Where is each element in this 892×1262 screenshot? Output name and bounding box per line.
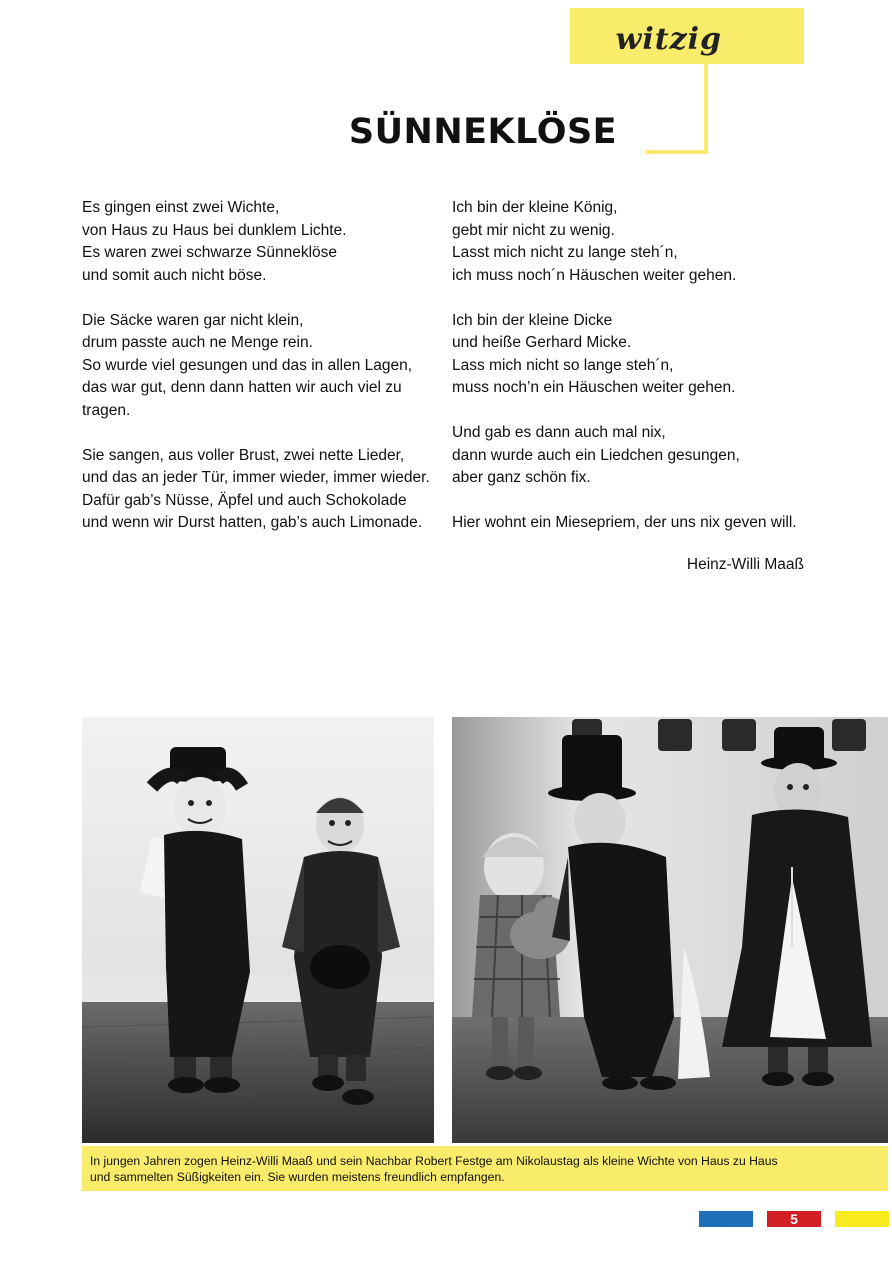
poem-line: Ich bin der kleine König, (452, 199, 618, 216)
section-tag: witzig (615, 22, 722, 57)
poem-line: Ich bin der kleine Dicke (452, 311, 613, 329)
poem-line: muss noch’n ein Häuschen weiter gehen. (452, 379, 736, 396)
photo-two-children (82, 717, 434, 1143)
poem-line: So wurde viel gesungen und das in allen Lagen, (82, 356, 413, 374)
page-number: 5 (767, 1211, 821, 1227)
footer-bar-yellow (835, 1211, 889, 1227)
poem-line: das war gut, denn dann hatten wir auch viel zu (82, 379, 402, 396)
footer-bar-blue (699, 1211, 753, 1227)
stanza (452, 197, 812, 287)
stanza (452, 422, 812, 490)
poem-line: ich muss noch´n Häuschen weiter gehen. (452, 266, 737, 284)
poem-column-left (82, 197, 442, 557)
section-tag-box (570, 8, 804, 64)
stanza (452, 512, 812, 535)
stanza (82, 445, 442, 535)
stanza (452, 310, 812, 400)
poem-line: aber ganz schön fix. (452, 469, 591, 486)
poem-line: Und gab es dann auch mal nix, (452, 424, 666, 441)
poem-line: und somit auch nicht böse. (82, 266, 267, 284)
decorative-line-vertical (704, 64, 708, 154)
poem-line: Hier wohnt ein Miesepriem, der uns nix geven will. (452, 514, 797, 531)
poem-line: von Haus zu Haus bei dunklem Lichte. (82, 221, 347, 239)
poem-line: Dafür gab’s Nüsse, Äpfel und auch Schokolade (82, 491, 407, 509)
photo-left-image (82, 717, 434, 1143)
poem-line: Lasst mich nicht zu lange steh´n, (452, 244, 678, 261)
photo-three-children (452, 717, 888, 1143)
poem-line: tragen. (82, 401, 131, 419)
caption-line: und sammelten Süßigkeiten ein. Sie wurden meistens freundlich empfangen. (90, 1170, 505, 1184)
poem-line: und das an jeder Tür, immer wieder, immer wieder. (82, 469, 430, 486)
poem-line: und heiße Gerhard Micke. (452, 334, 632, 351)
page-title: SÜNNEKLÖSE (348, 112, 618, 152)
poem-line: gebt mir nicht zu wenig. (452, 221, 615, 239)
poem-line: Die Säcke waren gar nicht klein, (82, 311, 304, 329)
photo-caption (82, 1146, 888, 1191)
author-credit: Heinz-Willi Maaß (686, 556, 804, 573)
photo-right-image (452, 717, 888, 1143)
stanza (82, 197, 442, 287)
poem-line: Es waren zwei schwarze Sünneklöse (82, 244, 338, 261)
poem-line: dann wurde auch ein Liedchen gesungen, (452, 446, 740, 464)
poem-line: und wenn wir Durst hatten, gab’s auch Limonade. (82, 514, 423, 531)
poem-line: Lass mich nicht so lange steh´n, (452, 356, 674, 374)
stanza (82, 310, 442, 423)
poem-line: Es gingen einst zwei Wichte, (82, 199, 280, 216)
caption-line: In jungen Jahren zogen Heinz-Willi Maaß und sein Nachbar Robert Festge am Nikolaustag als kleine Wichte von Haus zu Haus (90, 1154, 778, 1168)
poem-line: Sie sangen, aus voller Brust, zwei nette Lieder, (82, 446, 405, 464)
poem-column-right (452, 197, 812, 557)
poem-line: drum passte auch ne Menge rein. (82, 334, 313, 351)
